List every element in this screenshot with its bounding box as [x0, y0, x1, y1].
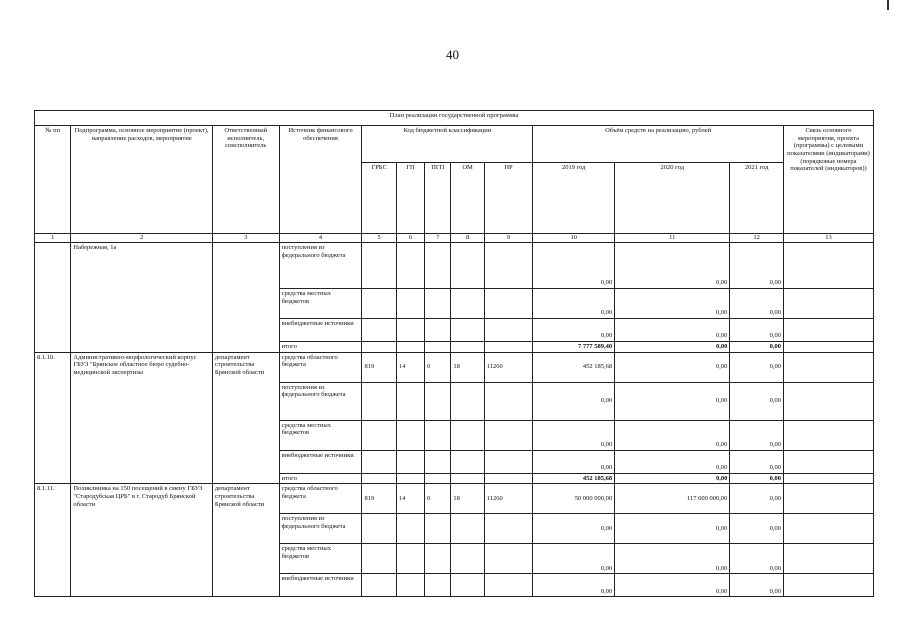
code-om: 18 [451, 484, 484, 514]
column-number: 11 [615, 234, 730, 243]
value-2020: 0,00 [615, 514, 730, 544]
value-2020: 0,00 [615, 342, 730, 353]
value-2019: 0,00 [533, 450, 615, 473]
header-2019: 2019 год [533, 163, 615, 234]
column-number: 1 [35, 234, 71, 243]
value-2021: 0,00 [730, 574, 784, 597]
value-2021: 0,00 [730, 342, 784, 353]
executor-cell: департамент строительства Брянской области [212, 484, 279, 597]
plan-table [34, 110, 874, 597]
table-row [35, 352, 874, 382]
header-budget-code: Код бюджетной классификации [362, 126, 533, 163]
value-2019: 0,00 [533, 574, 615, 597]
row-number-cell: 8.1.11. [35, 484, 71, 597]
value-2020: 0,00 [615, 420, 730, 450]
column-number: 5 [362, 234, 396, 243]
code-np: 11260 [484, 484, 533, 514]
value-2021: 0,00 [730, 319, 784, 342]
value-2020: 0,00 [615, 319, 730, 342]
code-om: 18 [451, 352, 484, 382]
header-num: № пп [35, 126, 71, 234]
code-gp: 14 [396, 352, 424, 382]
value-2020: 0,00 [615, 352, 730, 382]
measure-name: Административно-морфологический корпус ГБУЗ "Брянское областное бюро судебно-медицинской экспертизы [71, 352, 213, 484]
table-title: План реализации государственной программы [35, 111, 874, 126]
value-2019: 0,00 [533, 319, 615, 342]
column-number: 2 [71, 234, 213, 243]
row-number-cell: 8.1.10. [35, 352, 71, 484]
header-volume: Объём средств на реализацию, рублей [533, 126, 784, 163]
value-2020: 117 000 000,00 [615, 484, 730, 514]
value-2019: 0,00 [533, 544, 615, 574]
value-2021: 0,00 [730, 420, 784, 450]
code-pgp: 0 [425, 352, 451, 382]
source-cell: средства областного бюджета [279, 484, 362, 514]
source-cell: внебюджетные источники [279, 574, 362, 597]
header-source: Источник финансового обеспечения [279, 126, 362, 234]
source-cell: внебюджетные источники [279, 319, 362, 342]
value-2021: 0,00 [730, 544, 784, 574]
scan-edge-mark [887, 0, 889, 10]
source-cell: внебюджетные источники [279, 450, 362, 473]
header-2021: 2021 год [730, 163, 784, 234]
value-2019: 0,00 [533, 420, 615, 450]
source-cell: поступления из федерального бюджета [279, 382, 362, 420]
header-gp: ГП [396, 163, 424, 234]
code-grbs: 819 [362, 484, 396, 514]
code-np: 11260 [484, 352, 533, 382]
header-link: Связь основного мероприятия, проекта (программы) с целевыми показателями (индикаторами) (порядковые номера показателей (индикаторов)) [783, 126, 873, 234]
header-grbs: ГРБС [362, 163, 396, 234]
value-2020: 0,00 [615, 574, 730, 597]
source-cell: поступления из федерального бюджета [279, 243, 362, 289]
source-cell: поступления из федерального бюджета [279, 514, 362, 544]
source-cell: средства областного бюджета [279, 352, 362, 382]
column-number: 4 [279, 234, 362, 243]
value-2019: 50 000 000,00 [533, 484, 615, 514]
value-2021: 0,00 [730, 382, 784, 420]
value-2020: 0,00 [615, 289, 730, 319]
table-row [35, 243, 874, 289]
value-2019: 452 185,68 [533, 352, 615, 382]
value-2021: 0,00 [730, 289, 784, 319]
code-gp: 14 [396, 484, 424, 514]
measure-name: Поликлиника на 150 посещений в смену ГБУЗ "Стародубская ЦРБ" в г. Стародуб Брянской области [71, 484, 213, 597]
page-number: 40 [446, 47, 459, 62]
header-np: НР [484, 163, 533, 234]
code-grbs: 819 [362, 352, 396, 382]
executor-cell [212, 243, 279, 353]
value-2019: 0,00 [533, 514, 615, 544]
value-2019: 0,00 [533, 243, 615, 289]
executor-cell: департамент строительства Брянской области [212, 352, 279, 484]
source-cell: средства местных бюджетов [279, 544, 362, 574]
row-number-cell [35, 243, 71, 353]
table-row [35, 484, 874, 514]
column-number: 6 [396, 234, 424, 243]
value-2020: 0,00 [615, 544, 730, 574]
value-2021: 0,00 [730, 450, 784, 473]
value-2021: 0,00 [730, 243, 784, 289]
value-2019: 0,00 [533, 289, 615, 319]
column-number: 10 [533, 234, 615, 243]
header-subprogram: Подпрограмма, основное мероприятие (проект), направление расходов, мероприятие [71, 126, 213, 234]
value-2019: 452 185,68 [533, 473, 615, 484]
column-number: 12 [730, 234, 784, 243]
source-cell: итого [279, 342, 362, 353]
column-number: 13 [783, 234, 873, 243]
source-cell: средства местных бюджетов [279, 420, 362, 450]
measure-name: Набережная, 1а [71, 243, 213, 353]
header-pgp: ПГП [425, 163, 451, 234]
column-number: 9 [484, 234, 533, 243]
source-cell: средства местных бюджетов [279, 289, 362, 319]
value-2020: 0,00 [615, 243, 730, 289]
value-2021: 0,00 [730, 484, 784, 514]
source-cell: итого [279, 473, 362, 484]
value-2020: 0,00 [615, 473, 730, 484]
value-2020: 0,00 [615, 382, 730, 420]
value-2021: 0,00 [730, 473, 784, 484]
value-2021: 0,00 [730, 514, 784, 544]
header-om: ОМ [451, 163, 484, 234]
value-2019: 0,00 [533, 382, 615, 420]
column-numbers-row [35, 234, 874, 243]
value-2020: 0,00 [615, 450, 730, 473]
column-number: 8 [451, 234, 484, 243]
header-2020: 2020 год [615, 163, 730, 234]
header-executor: Ответственный исполнитель, соисполнитель [212, 126, 279, 234]
value-2019: 7 777 589,40 [533, 342, 615, 353]
value-2021: 0,00 [730, 352, 784, 382]
column-number: 3 [212, 234, 279, 243]
code-pgp: 0 [425, 484, 451, 514]
column-number: 7 [425, 234, 451, 243]
